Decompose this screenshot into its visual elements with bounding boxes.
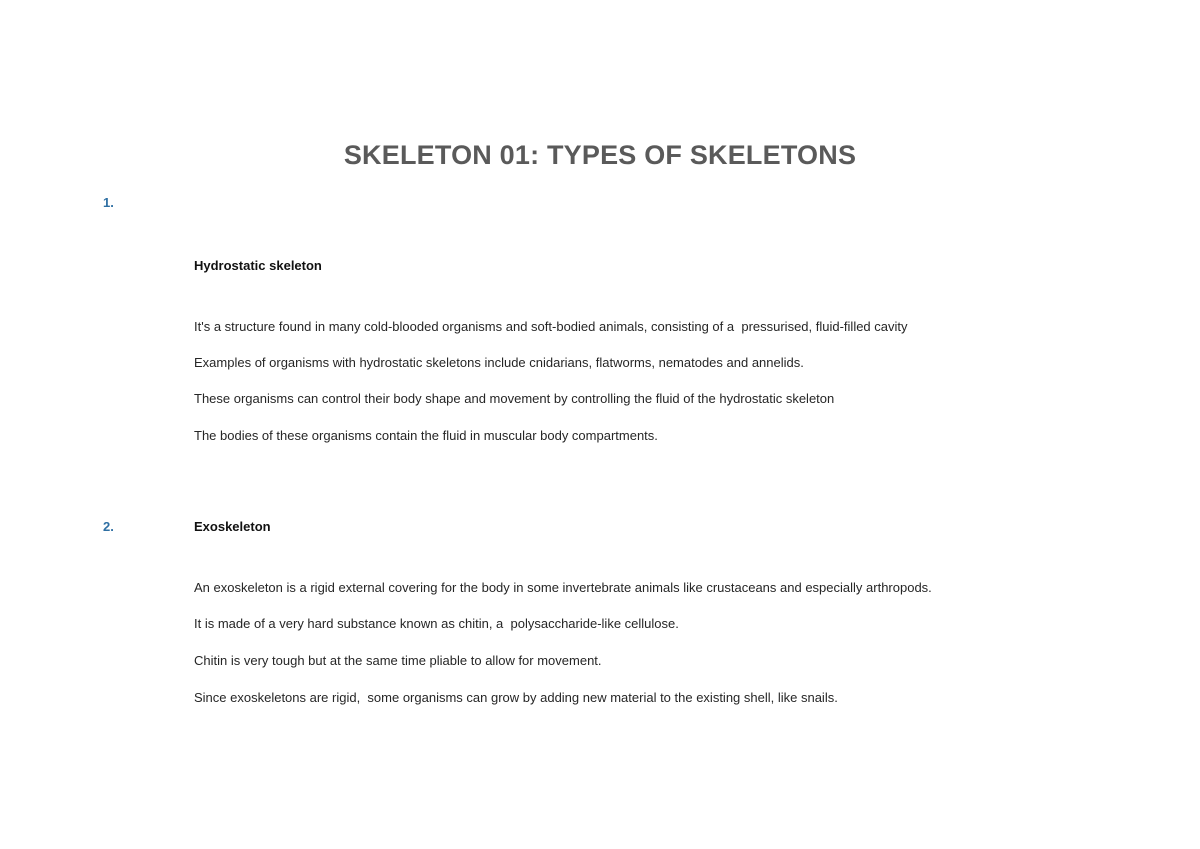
section-heading-exoskeleton: Exoskeleton — [194, 519, 271, 534]
section-2-line-4: Since exoskeletons are rigid, some organisms can grow by adding new material to the existing shell, like snails. — [194, 690, 838, 705]
section-2-line-2: It is made of a very hard substance known as chitin, a polysaccharide-like cellulose. — [194, 616, 679, 631]
section-1-line-3: These organisms can control their body shape and movement by controlling the fluid of the hydrostatic skeleton — [194, 391, 835, 406]
section-number-1: 1. — [103, 195, 114, 210]
page-title: SKELETON 01: TYPES OF SKELETONS — [343, 140, 857, 170]
section-heading-hydrostatic: Hydrostatic skeleton — [194, 258, 322, 273]
section-2-line-1: An exoskeleton is a rigid external covering for the body in some invertebrate animals like crustaceans and especially arthropods. — [194, 580, 932, 595]
section-number-2: 2. — [103, 519, 114, 534]
section-2-line-3: Chitin is very tough but at the same time pliable to allow for movement. — [194, 653, 602, 668]
section-1-line-2: Examples of organisms with hydrostatic skeletons include cnidarians, flatworms, nematodes and annelids. — [194, 355, 804, 370]
section-1-line-1: It's a structure found in many cold-blooded organisms and soft-bodied animals, consisting of a pressurised, fluid-filled cavity — [194, 319, 908, 334]
section-1-line-4: The bodies of these organisms contain the fluid in muscular body compartments. — [194, 428, 658, 443]
